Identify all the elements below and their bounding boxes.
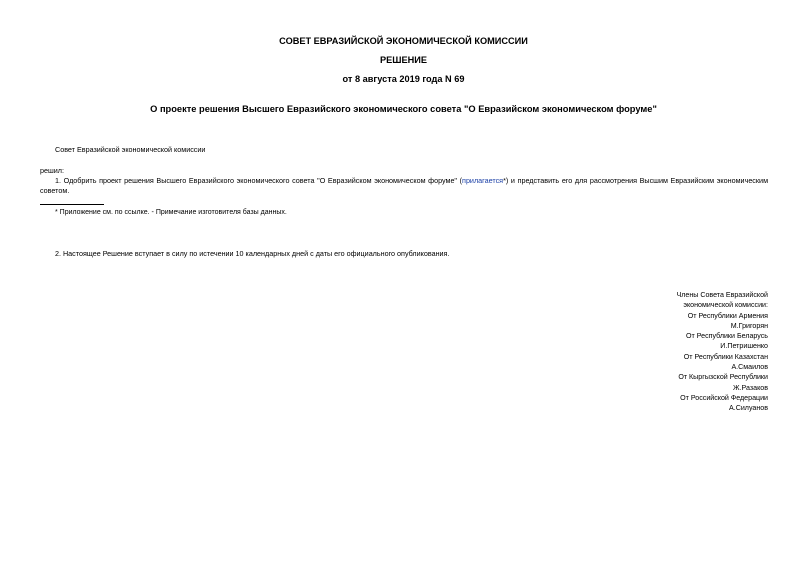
signature-line: От Республики Казахстан	[683, 352, 768, 361]
paragraph-2: 2. Настоящее Решение вступает в силу по истечении 10 календарных дней с даты его официального опубликования.	[55, 249, 450, 258]
footnote: * Приложение см. по ссылке. - Примечание изготовителя базы данных.	[55, 209, 287, 216]
document-title: О проекте решения Высшего Евразийского экономического совета "О Евразийском экономическом форуме"	[150, 104, 657, 114]
paragraph-1	[40, 176, 768, 196]
resolved-label: решил:	[40, 166, 64, 175]
paragraph-1-text-start: 1. Одобрить проект решения Высшего Евразийского экономического совета "О Евразийском экономическом форуме" (	[55, 176, 463, 185]
signature-line: А.Силуанов	[729, 404, 768, 413]
signature-line: От Российской Федерации	[680, 393, 768, 402]
signature-line: А.Смаилов	[731, 363, 768, 372]
signature-line: От Республики Армения	[687, 311, 768, 320]
council-name: Совет Евразийской экономической комиссии	[55, 145, 206, 154]
paragraph-1-text-end: *) и представить его для рассмотрения Высшим Евразийским экономическим советом.	[40, 176, 769, 195]
attachment-link[interactable]: прилагается	[462, 176, 504, 185]
signature-line: экономической комиссии:	[683, 301, 768, 310]
signature-line: Ж.Разаков	[733, 383, 768, 392]
signature-block	[677, 290, 768, 414]
signature-line: От Республики Беларусь	[685, 332, 768, 341]
document-type-heading: РЕШЕНИЕ	[380, 55, 427, 65]
signature-line: От Кыргызской Республики	[678, 373, 768, 382]
signature-line: Члены Совета Евразийской	[676, 291, 768, 299]
date-number-heading: от 8 августа 2019 года N 69	[342, 74, 465, 84]
signature-line: И.Петришенко	[720, 342, 768, 351]
signature-line: М.Григорян	[730, 321, 768, 330]
organization-heading: СОВЕТ ЕВРАЗИЙСКОЙ ЭКОНОМИЧЕСКОЙ КОМИССИИ	[279, 36, 528, 46]
footnote-divider	[40, 204, 104, 205]
